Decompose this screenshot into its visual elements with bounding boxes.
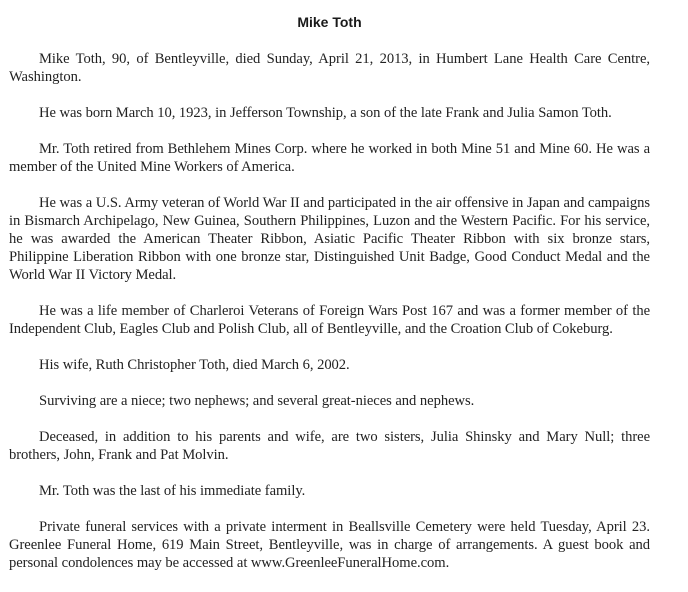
paragraph-memberships: He was a life member of Charleroi Veterans of Foreign Wars Post 167 and was a former member of the Independent Club, Eagles Club and Polish Club, all of Bentleyville, and the Croation Club of Cokeburg. [9,303,650,337]
paragraph-military-service: He was a U.S. Army veteran of World War II and participated in the air offensive in Japan and campaigns in Bismarch Archipelago, New Guinea, Southern Philippines, Luzon and the Western Pacific. For his service, he was awarded the American Theater Ribbon, Asiatic Pacific Theater Ribbon with six bronze stars, Philippine Liberation Ribbon with one bronze star, Distinguished Unit Badge, Good Conduct Medal and the World War II Victory Medal. [9,195,650,283]
paragraph-birth: He was born March 10, 1923, in Jefferson Township, a son of the late Frank and Julia Samon Toth. [39,105,612,121]
obituary-document [9,0,650,590]
page-title: Mike Toth [297,14,362,30]
paragraph-deceased-relatives: Deceased, in addition to his parents and wife, are two sisters, Julia Shinsky and Mary Null; three brothers, John, Frank and Pat Molvin. [9,429,650,463]
paragraph-last-of-family: Mr. Toth was the last of his immediate family. [39,483,306,499]
obituary-body [9,50,650,572]
paragraph-wife: His wife, Ruth Christopher Toth, died March 6, 2002. [39,357,350,373]
paragraph-funeral-arrangements: Private funeral services with a private interment in Beallsville Cemetery were held Tuesday, April 23. Greenlee Funeral Home, 619 Main Street, Bentleyville, was in charge of arrangements. A guest book and personal condolences may be accessed at www.GreenleeFuneralHome.com. [9,519,650,571]
paragraph-survivors: Surviving are a niece; two nephews; and several great-nieces and nephews. [39,393,475,409]
paragraph-death-notice: Mike Toth, 90, of Bentleyville, died Sunday, April 21, 2013, in Humbert Lane Health Care Centre, Washington. [9,51,650,85]
paragraph-career: Mr. Toth retired from Bethlehem Mines Corp. where he worked in both Mine 51 and Mine 60. He was a member of the United Mine Workers of America. [9,141,650,175]
